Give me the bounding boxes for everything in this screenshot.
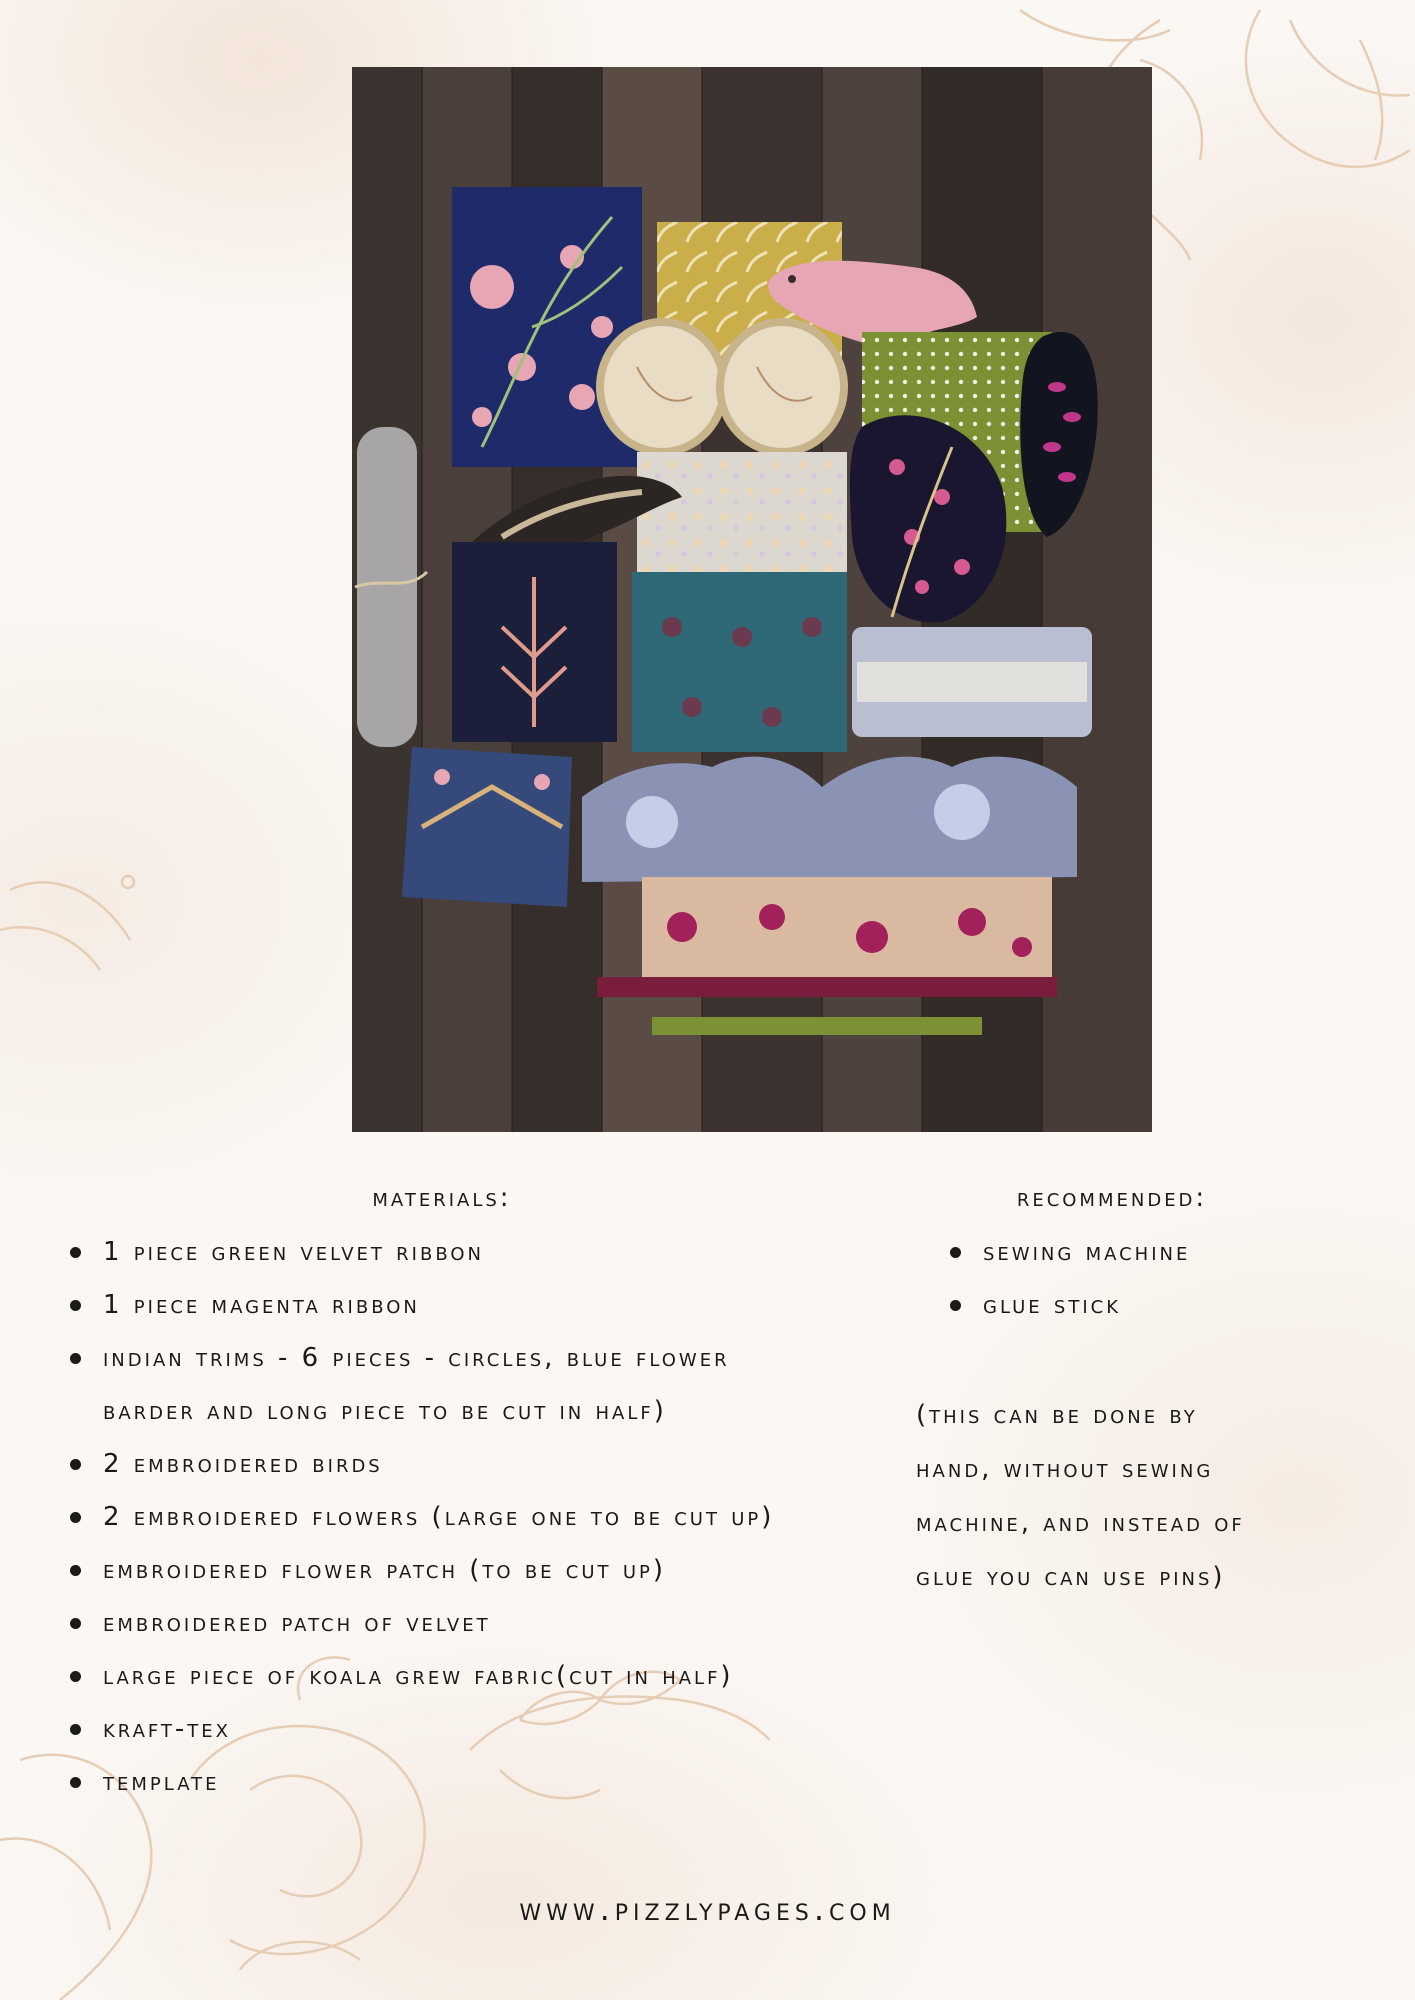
list-item: 2 embroidered birds	[70, 1438, 774, 1491]
recommended-heading: recommended:	[1016, 1183, 1208, 1213]
recommended-note: (this can be done by hand, without sewing machine, and instead of glue you can use pins)	[916, 1400, 1245, 1592]
floral-decoration-mid-left	[0, 820, 160, 980]
list-item: glue stick	[950, 1279, 1190, 1332]
list-item: template	[70, 1756, 774, 1809]
list-item: embroidered flower patch (to be cut up)	[70, 1544, 774, 1597]
list-item: sewing machine	[950, 1226, 1190, 1279]
list-item: embroidered patch of velvet	[70, 1597, 774, 1650]
website-link[interactable]: www.pizzlypages.com	[519, 1890, 896, 1928]
list-item: 2 embroidered flowers (large one to be cut up)	[70, 1491, 774, 1544]
list-item-continuation: barder and long piece to be cut in half)	[103, 1396, 667, 1426]
recommended-list	[950, 1226, 1190, 1332]
materials-photo	[352, 67, 1152, 1132]
list-item: 1 piece green velvet ribbon	[70, 1226, 774, 1279]
list-item: large piece of koala grew fabric(cut in half)	[70, 1650, 774, 1703]
list-item: 1 piece magenta ribbon	[70, 1279, 774, 1332]
materials-list	[70, 1226, 774, 1809]
list-item: kraft-tex	[70, 1703, 774, 1756]
materials-heading: materials:	[372, 1183, 512, 1213]
list-item: indian trims - 6 pieces - circles, blue flower	[70, 1332, 774, 1385]
